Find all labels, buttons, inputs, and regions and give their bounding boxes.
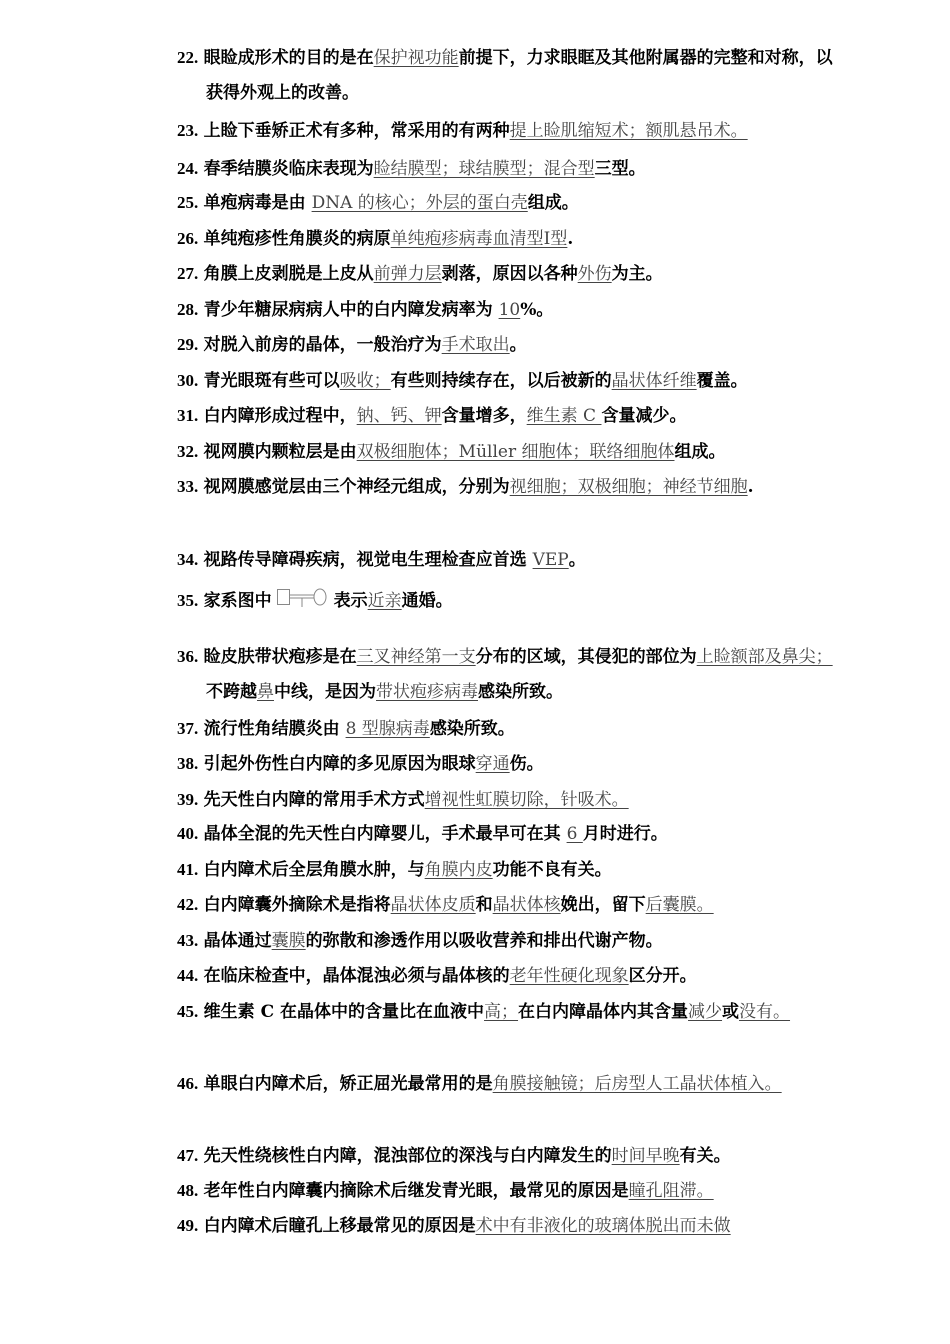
question-text: 先天性白内障的常用手术方式 [203, 790, 425, 810]
question-text: 和 [475, 895, 493, 915]
answer-text: DNA 的核心；外层的蛋白壳 [311, 193, 528, 213]
question-text: 表示 [333, 591, 368, 611]
answer-text: 视细胞；双极细胞；神经节细胞 [509, 477, 748, 497]
question-text: 或 [722, 1002, 740, 1022]
question-item [177, 151, 846, 187]
question-item [177, 746, 846, 782]
answer-text: 增视性虹膜切除，针吸术。 [424, 790, 629, 810]
question-number: 42. [177, 895, 199, 914]
question-number: 41. [177, 860, 199, 879]
answer-text: 穿通 [475, 754, 510, 774]
question-number: 37. [177, 719, 199, 738]
question-text: 含量减少。 [601, 406, 687, 426]
question-item [177, 583, 846, 619]
question-text: 对脱入前房的晶体，一般治疗为 [203, 335, 442, 355]
question-number: 31. [177, 406, 199, 425]
question-number: 35. [177, 591, 199, 610]
answer-text: 瞳孔阻滞。 [628, 1181, 714, 1201]
question-item [177, 434, 846, 470]
question-text: 维生素 C 在晶体中的含量比在血液中 [203, 1002, 485, 1022]
question-text: 睑皮肤带状疱疹是在 [203, 647, 357, 667]
answer-text: 钠、钙、钾 [356, 406, 442, 426]
question-text: 区分开。 [628, 966, 697, 986]
question-number: 32. [177, 442, 199, 461]
answer-text: 角膜内皮 [424, 860, 493, 880]
question-number: 40. [177, 824, 199, 843]
question-item [177, 113, 846, 149]
question-number: 24. [177, 159, 199, 178]
answer-text: 高； [484, 1002, 519, 1022]
question-number: 47. [177, 1146, 199, 1165]
question-text: 感染所致。 [478, 682, 563, 702]
answer-text: 单纯疱疹病毒血清型Ⅰ型 [390, 229, 568, 249]
question-item [177, 958, 846, 994]
question-text: . [567, 229, 574, 249]
question-item [177, 469, 846, 505]
consanguineous-marriage-pedigree-icon [276, 587, 328, 609]
question-item [177, 994, 846, 1030]
question-text: 白内障术后全层角膜水肿，与 [203, 860, 425, 880]
question-item [177, 782, 846, 818]
answer-text: 术中有非液化的玻璃体脱出而未做 [475, 1216, 731, 1236]
answer-text: 鼻 [257, 682, 274, 702]
answer-text: 带状疱疹病毒 [376, 682, 478, 702]
answer-text: 手术取出 [441, 335, 510, 355]
question-text: 晶体全混的先天性白内障婴儿，手术最早可在其 [203, 824, 567, 844]
question-number: 49. [177, 1216, 199, 1235]
question-item [177, 542, 846, 578]
answer-text: 三叉神经第一支 [356, 647, 476, 667]
question-item [177, 852, 846, 888]
question-text: 眼睑成形术的目的是在 [203, 48, 374, 68]
question-item [177, 1138, 846, 1174]
question-text: 组成。 [674, 442, 726, 462]
question-text: 不跨越 [206, 682, 257, 702]
question-text: 在临床检查中，晶体混浊必须与晶体核的 [203, 966, 510, 986]
question-item [177, 1208, 846, 1244]
question-text: 组成。 [527, 193, 579, 213]
question-number: 29. [177, 335, 199, 354]
question-item [177, 398, 846, 434]
question-number: 36. [177, 647, 199, 666]
question-text: 引起外伤性白内障的多见原因为眼球 [203, 754, 476, 774]
answer-text: 减少 [688, 1002, 723, 1022]
question-number: 45. [177, 1002, 199, 1021]
answer-text: 晶状体皮质 [390, 895, 476, 915]
question-text: 三型。 [594, 159, 646, 179]
question-item [177, 363, 846, 399]
question-number: 30. [177, 371, 199, 390]
question-number: 43. [177, 931, 199, 950]
question-number: 22. [177, 48, 199, 67]
question-number: 25. [177, 193, 199, 212]
question-text: 的弥散和渗透作用以吸收营养和排出代谢产物。 [305, 931, 663, 951]
question-text: 青少年糖尿病病人中的白内障发病率为 [203, 300, 499, 320]
question-item [177, 221, 846, 257]
question-item [177, 1173, 846, 1209]
answer-text: 时间早晚 [611, 1146, 680, 1166]
question-text: 娩出，留下 [560, 895, 646, 915]
answer-text: 提上睑肌缩短术；额肌悬吊术。 [509, 121, 748, 141]
question-text: 视网膜内颗粒层是由 [203, 442, 357, 462]
answer-text: 维生素 C [526, 406, 602, 426]
question-text: 角膜上皮剥脱是上皮从 [203, 264, 374, 284]
question-number: 44. [177, 966, 199, 985]
question-item [177, 327, 846, 363]
question-text: 白内障囊外摘除术是指将 [203, 895, 391, 915]
question-text: 分布的区域，其侵犯的部位为 [475, 647, 697, 667]
question-text: 视路传导障碍疾病，视觉电生理检查应首选 [203, 550, 533, 570]
question-item [177, 639, 846, 710]
question-text: 流行性角结膜炎由 [203, 719, 346, 739]
question-number: 34. [177, 550, 199, 569]
question-text: 有关。 [679, 1146, 731, 1166]
question-number: 23. [177, 121, 199, 140]
question-text: 在白内障晶体内其含量 [518, 1002, 689, 1022]
question-text: 剥落，原因以各种 [441, 264, 578, 284]
answer-text: 6 [566, 824, 583, 844]
question-text: 。 [509, 335, 527, 355]
question-item [177, 185, 846, 221]
answer-text: 晶状体核 [492, 895, 561, 915]
answer-text: 10 [498, 300, 521, 320]
question-text: 单疱病毒是由 [203, 193, 312, 213]
question-item [177, 887, 846, 923]
question-text: 。 [568, 550, 586, 570]
answer-text: 上睑额部及鼻尖； [696, 647, 833, 667]
answer-text: 角膜接触镜；后房型人工晶状体植入。 [492, 1074, 782, 1094]
question-text: 晶体通过 [203, 931, 272, 951]
question-text: 春季结膜炎临床表现为 [203, 159, 374, 179]
question-text: 视网膜感觉层由三个神经元组成，分别为 [203, 477, 510, 497]
question-text: 老年性白内障囊内摘除术后继发青光眼，最常见的原因是 [203, 1181, 629, 1201]
question-text: 有些则持续存在，以后被新的 [390, 371, 612, 391]
question-text: 中线，是因为 [274, 682, 376, 702]
answer-text: 睑结膜型；球结膜型；混合型 [373, 159, 595, 179]
question-number: 46. [177, 1074, 199, 1093]
question-text: . [747, 477, 754, 497]
question-text: 家系图中 [203, 591, 272, 611]
question-item [177, 816, 846, 852]
question-number: 38. [177, 754, 199, 773]
question-text: 单纯疱疹性角膜炎的病原 [203, 229, 391, 249]
question-text: 月时进行。 [582, 824, 668, 844]
question-item [177, 292, 846, 328]
question-text: 白内障术后瞳孔上移最常见的原因是 [203, 1216, 476, 1236]
question-item [177, 711, 846, 747]
question-text: 单眼白内障术后，矫正屈光最常用的是 [203, 1074, 493, 1094]
answer-text: 后囊膜。 [645, 895, 714, 915]
question-text: 伤。 [509, 754, 544, 774]
question-item [177, 256, 846, 292]
question-text: 覆盖。 [696, 371, 748, 391]
question-text: 为主。 [611, 264, 663, 284]
answer-text: 晶状体纤维 [611, 371, 697, 391]
answer-text: 吸收； [339, 371, 391, 391]
question-item [177, 923, 846, 959]
answer-text: 8 型腺病毒 [345, 719, 430, 739]
question-number: 27. [177, 264, 199, 283]
question-item [177, 40, 846, 111]
answer-text: 前弹力层 [373, 264, 442, 284]
question-text: 通婚。 [401, 591, 453, 611]
question-text: 上睑下垂矫正术有多种，常采用的有两种 [203, 121, 510, 141]
question-text: 白内障形成过程中， [203, 406, 357, 426]
answer-text: VEP [532, 550, 569, 570]
question-text: 功能不良有关。 [492, 860, 612, 880]
question-number: 28. [177, 300, 199, 319]
answer-text: 囊膜 [271, 931, 306, 951]
answer-text: 保护视功能 [373, 48, 459, 68]
question-number: 26. [177, 229, 199, 248]
answer-text: 双极细胞体；Müller 细胞体；联络细胞体 [356, 442, 675, 462]
answer-text: 外伤 [577, 264, 612, 284]
question-text: 青光眼斑有些可以 [203, 371, 340, 391]
question-number: 39. [177, 790, 199, 809]
question-text: 前提下，力求眼眶及其他附属器的完整和对称，以获得外观上的改善。 [206, 48, 833, 103]
question-text: %。 [520, 300, 554, 320]
question-text: 先天性绕核性白内障，混浊部位的深浅与白内障发生的 [203, 1146, 612, 1166]
question-item [177, 1066, 846, 1102]
answer-text: 老年性硬化现象 [509, 966, 629, 986]
answer-text: 近亲 [367, 591, 402, 611]
question-text: 含量增多， [441, 406, 527, 426]
question-text: 感染所致。 [429, 719, 515, 739]
question-number: 48. [177, 1181, 199, 1200]
question-number: 33. [177, 477, 199, 496]
answer-text: 没有。 [739, 1002, 791, 1022]
